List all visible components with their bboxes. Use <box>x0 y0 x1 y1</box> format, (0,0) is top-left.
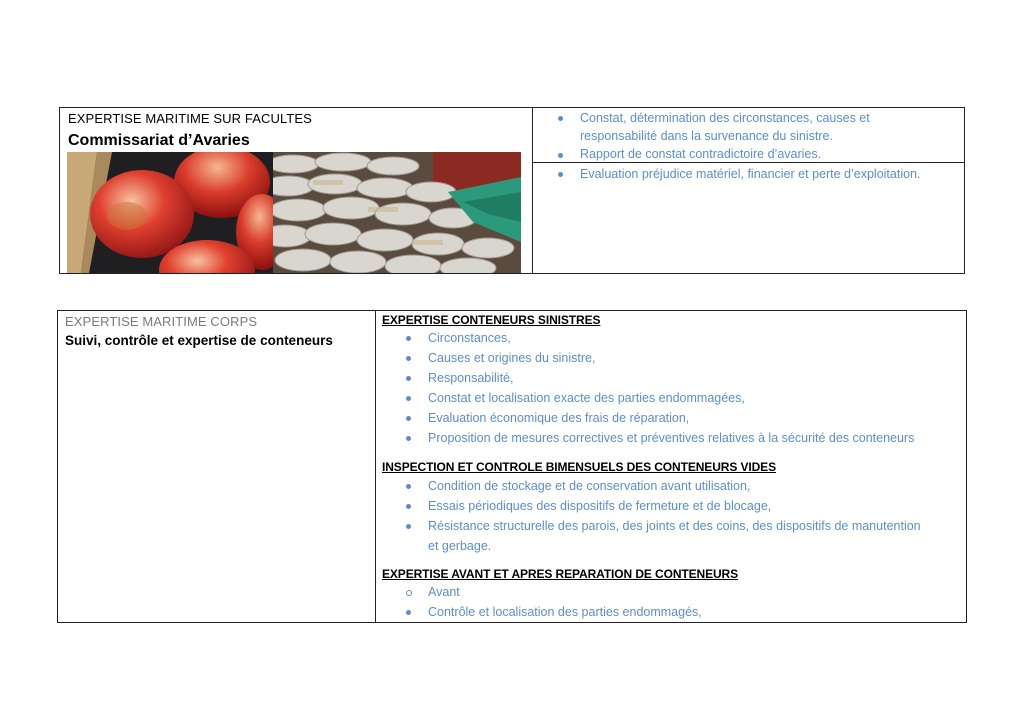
corps-title: Suivi, contrôle et expertise de conteneurs <box>65 333 333 348</box>
photo-sacks <box>273 152 521 273</box>
section-heading-inspection: INSPECTION ET CONTROLE BIMENSUELS DES CONTENEURS VIDES <box>382 460 776 474</box>
list-item: Rapport de constat contradictoire d’avaries. <box>550 145 960 163</box>
list-item: Constat, détermination des circonstances, causes et <box>550 108 960 127</box>
section-list-inspection <box>398 476 963 556</box>
corps-category: EXPERTISE MARITIME CORPS <box>65 314 258 329</box>
list-item: Essais périodiques des dispositifs de fermeture et de blocage, <box>398 496 963 516</box>
photo-apples <box>67 152 273 273</box>
list-item-continued: et gerbage. <box>428 539 492 553</box>
list-item-continued: responsabilité dans la survenance du sinistre. <box>580 129 833 143</box>
list-item: Condition de stockage et de conservation avant utilisation, <box>398 476 963 496</box>
facultes-title: Commissariat d’Avaries <box>68 132 250 149</box>
table-corps-divider <box>375 310 376 623</box>
facultes-right-bottom-list <box>550 164 965 184</box>
list-item: Proposition de mesures correctives et préventives relatives à la sécurité des conteneurs <box>398 428 963 448</box>
list-item: Contrôle et localisation des parties endommagés, <box>398 602 963 622</box>
section-list-reparation <box>398 582 963 622</box>
list-item: Evaluation économique des frais de réparation, <box>398 408 963 428</box>
list-item: Causes et origines du sinistre, <box>398 348 963 368</box>
section-list-sinistres <box>398 328 963 448</box>
list-item: Résistance structurelle des parois, des joints et des coins, des dispositifs de manutention <box>398 516 963 536</box>
facultes-right-top-list <box>550 108 960 163</box>
list-item: Responsabilité, <box>398 368 963 388</box>
section-heading-sinistres: EXPERTISE CONTENEURS SINISTRES <box>382 313 601 327</box>
section-heading-reparation: EXPERTISE AVANT ET APRES REPARATION DE CONTENEURS <box>382 567 739 581</box>
table-facultes-divider <box>532 107 533 274</box>
facultes-category: EXPERTISE MARITIME SUR FACULTES <box>68 111 312 126</box>
list-item: Circonstances, <box>398 328 963 348</box>
list-item: Evaluation préjudice matériel, financier et perte d’exploitation. <box>550 164 965 184</box>
list-item: Constat et localisation exacte des parties endommagées, <box>398 388 963 408</box>
list-item: Avant <box>398 582 963 602</box>
